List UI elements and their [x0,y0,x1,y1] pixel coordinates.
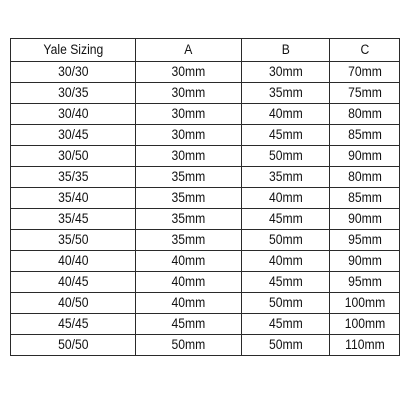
table-row [11,83,400,104]
table-row [11,314,400,335]
table-row [11,146,400,167]
cell-c: 90mm [333,146,396,167]
cell-b: 40mm [246,251,325,272]
cell-c: 90mm [333,209,396,230]
cell-a: 35mm [141,188,237,209]
cell-c: 70mm [333,62,396,83]
cell-b: 50mm [246,335,325,356]
sizing-table-container [10,38,400,356]
table-row [11,335,400,356]
cell-a: 40mm [141,293,237,314]
header-yale-sizing: Yale Sizing [17,39,129,62]
yale-sizing-table [10,38,400,356]
cell-yale-sizing: 40/50 [17,293,129,314]
table-row [11,188,400,209]
cell-c: 90mm [333,251,396,272]
table-row [11,104,400,125]
cell-c: 110mm [333,335,396,356]
cell-yale-sizing: 50/50 [17,335,129,356]
cell-yale-sizing: 40/45 [17,272,129,293]
cell-b: 40mm [246,104,325,125]
cell-a: 30mm [141,125,237,146]
cell-b: 35mm [246,83,325,104]
cell-b: 50mm [246,230,325,251]
table-row [11,62,400,83]
header-b: B [246,39,325,62]
cell-a: 30mm [141,146,237,167]
cell-b: 35mm [246,167,325,188]
cell-yale-sizing: 30/50 [17,146,129,167]
table-row [11,230,400,251]
cell-yale-sizing: 35/50 [17,230,129,251]
table-body [11,62,400,356]
cell-a: 30mm [141,83,237,104]
cell-c: 100mm [333,293,396,314]
header-a: A [141,39,237,62]
cell-b: 50mm [246,146,325,167]
cell-yale-sizing: 40/40 [17,251,129,272]
cell-c: 80mm [333,104,396,125]
cell-a: 40mm [141,251,237,272]
table-header-row [11,39,400,62]
cell-a: 50mm [141,335,237,356]
cell-a: 40mm [141,272,237,293]
cell-a: 35mm [141,167,237,188]
cell-c: 80mm [333,167,396,188]
cell-a: 30mm [141,62,237,83]
table-row [11,251,400,272]
cell-b: 45mm [246,314,325,335]
cell-b: 50mm [246,293,325,314]
table-row [11,167,400,188]
cell-b: 30mm [246,62,325,83]
cell-yale-sizing: 35/35 [17,167,129,188]
cell-b: 45mm [246,209,325,230]
cell-yale-sizing: 30/40 [17,104,129,125]
cell-a: 45mm [141,314,237,335]
cell-b: 40mm [246,188,325,209]
cell-yale-sizing: 30/30 [17,62,129,83]
cell-yale-sizing: 45/45 [17,314,129,335]
cell-c: 95mm [333,230,396,251]
cell-yale-sizing: 30/35 [17,83,129,104]
cell-a: 35mm [141,230,237,251]
cell-c: 100mm [333,314,396,335]
cell-c: 85mm [333,125,396,146]
cell-c: 75mm [333,83,396,104]
table-row [11,293,400,314]
cell-b: 45mm [246,272,325,293]
cell-yale-sizing: 35/40 [17,188,129,209]
cell-yale-sizing: 30/45 [17,125,129,146]
cell-a: 30mm [141,104,237,125]
header-c: C [333,39,396,62]
cell-a: 35mm [141,209,237,230]
cell-b: 45mm [246,125,325,146]
cell-c: 95mm [333,272,396,293]
cell-c: 85mm [333,188,396,209]
table-row [11,209,400,230]
table-row [11,125,400,146]
cell-yale-sizing: 35/45 [17,209,129,230]
table-row [11,272,400,293]
